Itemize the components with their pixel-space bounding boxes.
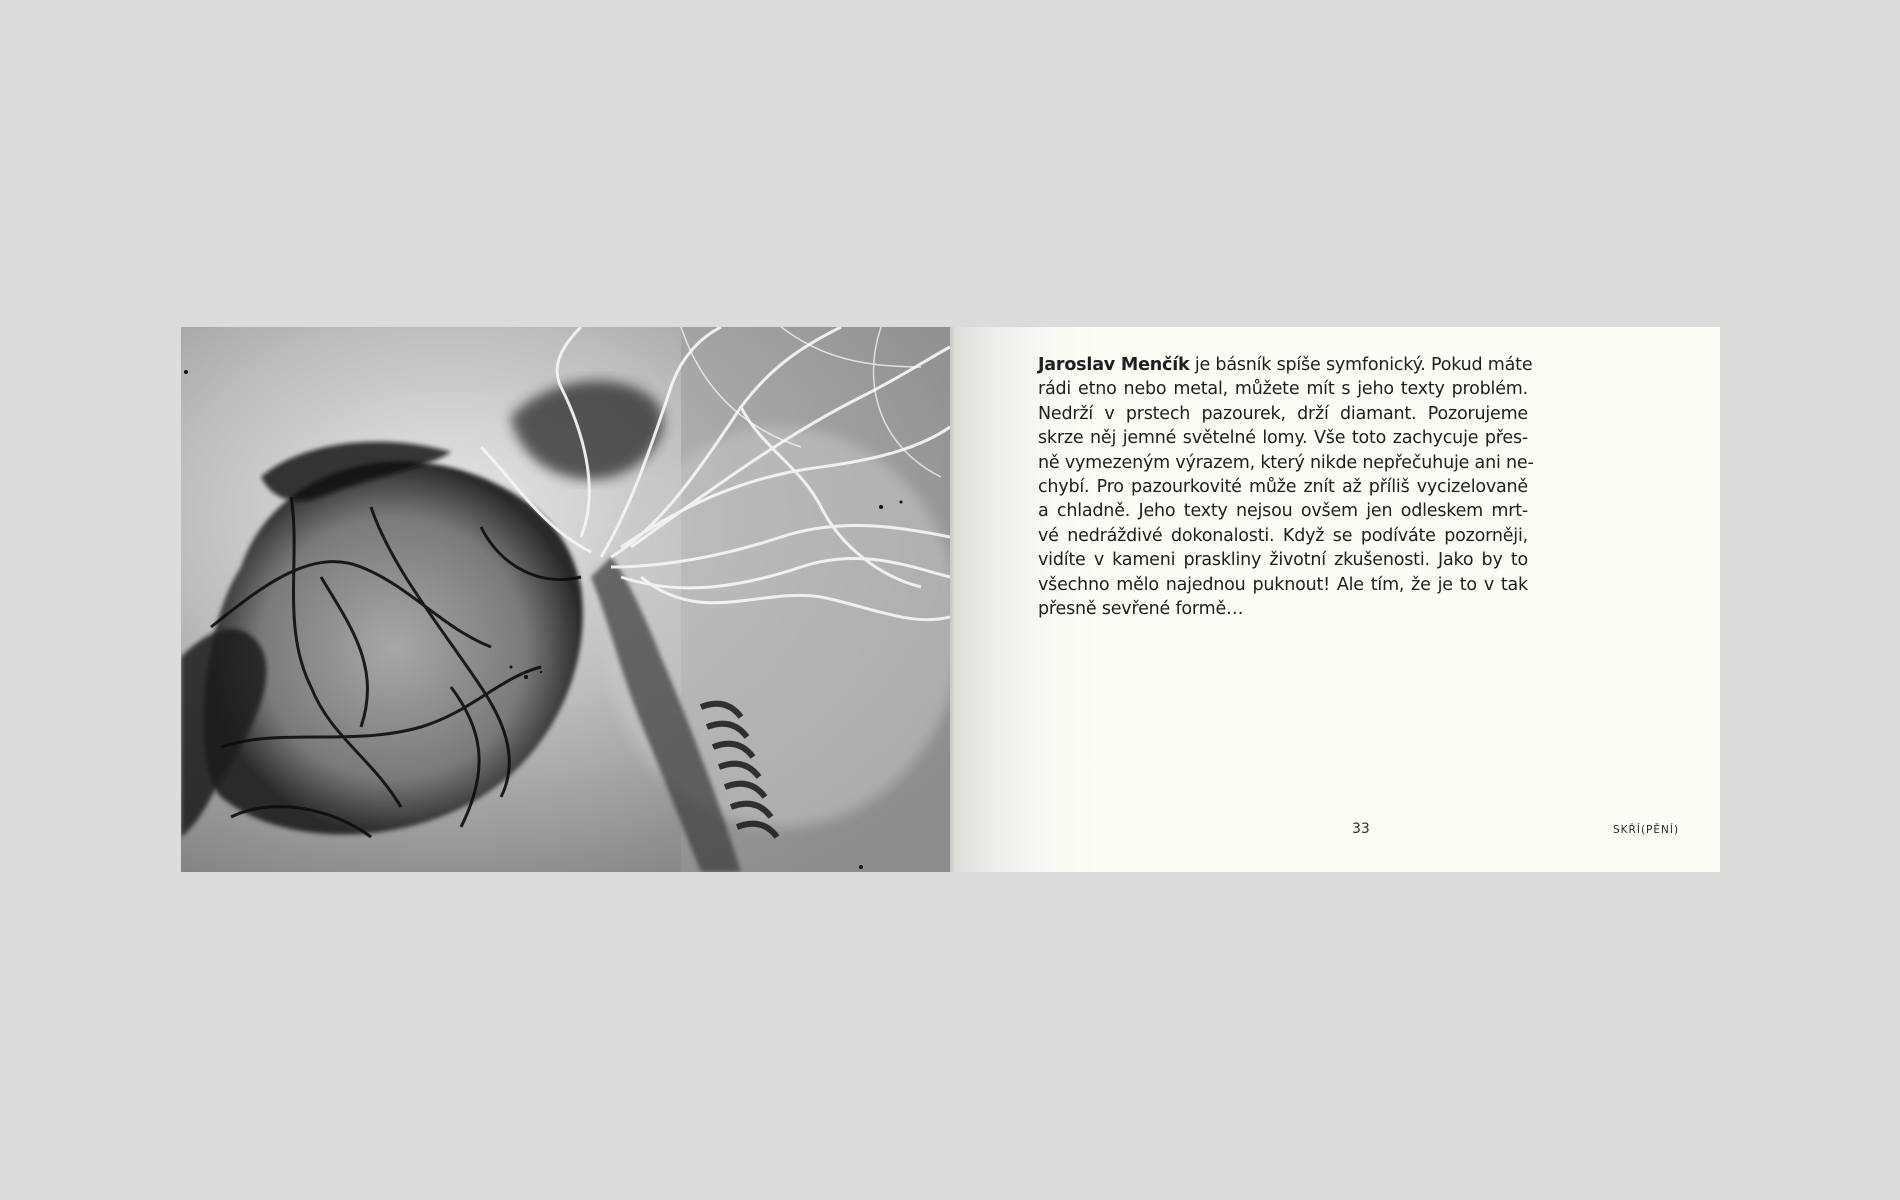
text-line: ně vymezeným výrazem, který nikde nepřečuhuje ani ne- bbox=[1038, 452, 1534, 473]
text-line: Nedrží v prstech pazourek, drží diamant. Pozorujeme bbox=[1038, 403, 1528, 424]
running-title: SKŘÍ(PĚNÍ) bbox=[1613, 824, 1680, 836]
author-name: Jaroslav Menčík bbox=[1038, 355, 1190, 375]
book-spread bbox=[181, 327, 1720, 872]
text-line: vé nedráždivé dokonalosti. Když se podíváte pozorněji, bbox=[1038, 525, 1528, 546]
poet-description bbox=[1038, 353, 1534, 621]
text-line: skrze něj jemné světelné lomy. Vše toto zachycuje přes- bbox=[1038, 428, 1528, 449]
first-line-text: je básník spíše symfonický. Pokud máte bbox=[1189, 355, 1533, 375]
text-line: vidíte v kameni praskliny životní zkušenosti. Jako by to bbox=[1038, 550, 1528, 571]
text-line: a chladně. Jeho texty nejsou ovšem jen odleskem mrt- bbox=[1038, 501, 1528, 522]
text-line: chybí. Pro pazourkovité může znít až příliš vycizelovaně bbox=[1038, 477, 1528, 498]
photo-page bbox=[181, 327, 950, 872]
text-page bbox=[956, 327, 1720, 872]
page-number: 33 bbox=[1352, 821, 1370, 837]
text-line bbox=[1038, 353, 1533, 377]
text-line: rádi etno nebo metal, můžete mít s jeho texty problém. bbox=[1038, 379, 1528, 400]
text-line: přesně sevřené formě… bbox=[1038, 599, 1244, 620]
abstract-photo-icon bbox=[181, 327, 950, 872]
text-line: všechno mělo najednou puknout! Ale tím, že je to v tak bbox=[1038, 574, 1528, 595]
